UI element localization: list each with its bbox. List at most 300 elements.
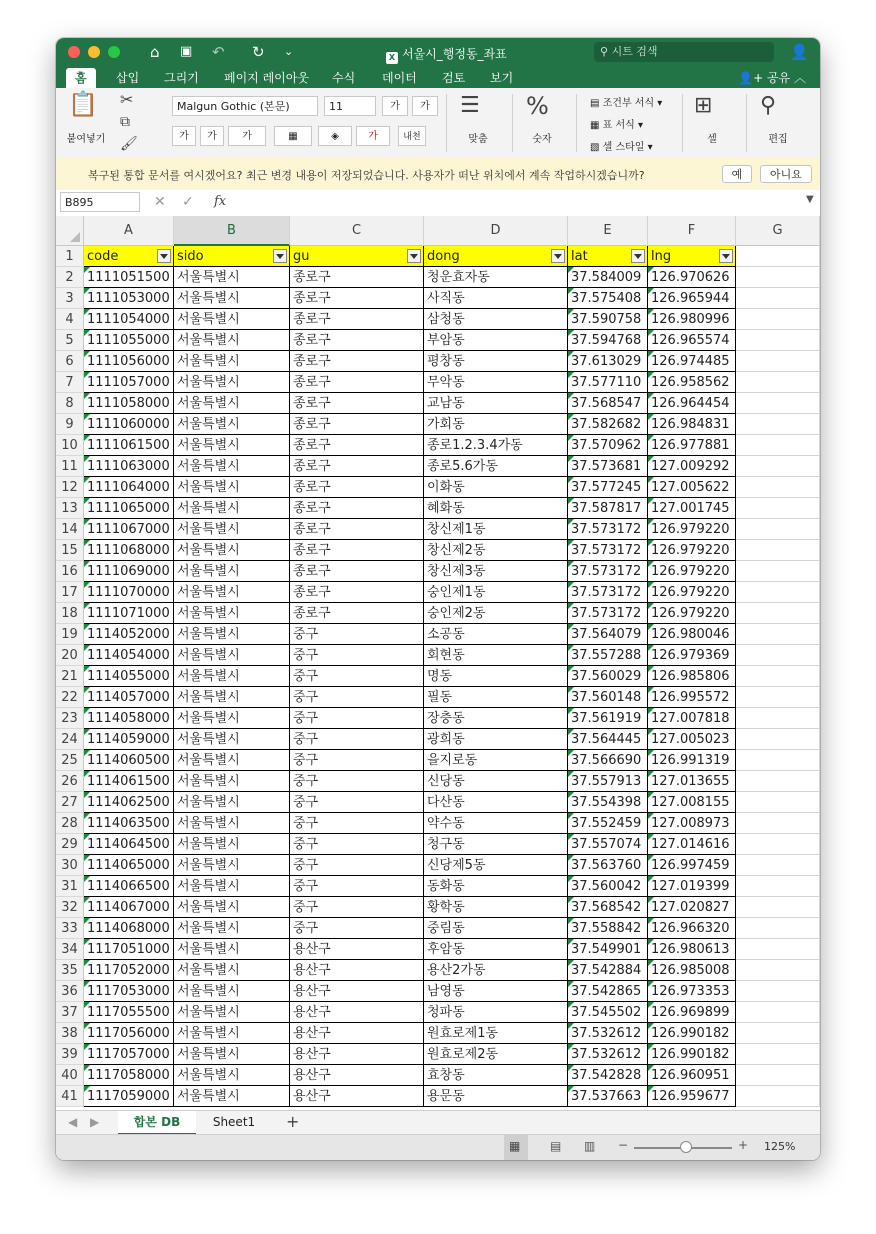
table-cell[interactable] — [648, 855, 736, 876]
table-cell[interactable] — [174, 540, 290, 561]
font-color-button[interactable]: 가 — [356, 126, 390, 146]
table-cell[interactable] — [290, 939, 424, 960]
conditional-format-button[interactable]: ▤ 조건부 서식 ▾ — [590, 98, 663, 109]
table-cell[interactable] — [290, 1044, 424, 1065]
empty-cell[interactable] — [736, 981, 820, 1002]
table-cell[interactable] — [84, 792, 174, 813]
empty-cell[interactable] — [736, 645, 820, 666]
table-cell[interactable] — [648, 1023, 736, 1044]
table-cell[interactable] — [290, 1023, 424, 1044]
empty-cell[interactable] — [736, 666, 820, 687]
table-cell[interactable] — [648, 372, 736, 393]
table-cell[interactable] — [290, 645, 424, 666]
table-cell[interactable] — [174, 960, 290, 981]
table-cell[interactable] — [424, 603, 568, 624]
column-header-col-f[interactable]: F — [648, 216, 736, 246]
empty-cell[interactable] — [736, 1065, 820, 1086]
table-cell[interactable] — [568, 1065, 648, 1086]
filter-dropdown-icon[interactable] — [551, 249, 565, 263]
expand-formula-icon[interactable]: ▼ — [806, 194, 814, 205]
table-cell[interactable] — [290, 561, 424, 582]
row-header[interactable]: 13 — [56, 498, 84, 519]
table-cell[interactable] — [174, 624, 290, 645]
table-cell[interactable] — [648, 624, 736, 645]
tab-home[interactable]: 홈 — [66, 68, 96, 88]
empty-cell[interactable] — [736, 750, 820, 771]
table-cell[interactable] — [424, 582, 568, 603]
table-cell[interactable] — [568, 288, 648, 309]
table-cell[interactable] — [174, 1044, 290, 1065]
italic-button[interactable]: 가 — [200, 126, 224, 146]
header-cell-lng[interactable] — [648, 246, 736, 267]
table-cell[interactable] — [174, 939, 290, 960]
table-cell[interactable] — [568, 435, 648, 456]
filter-dropdown-icon[interactable] — [631, 249, 645, 263]
table-cell[interactable] — [424, 855, 568, 876]
table-cell[interactable] — [290, 897, 424, 918]
table-cell[interactable] — [290, 687, 424, 708]
row-header[interactable]: 38 — [56, 1023, 84, 1044]
table-cell[interactable] — [424, 540, 568, 561]
table-cell[interactable] — [290, 918, 424, 939]
table-cell[interactable] — [174, 414, 290, 435]
table-cell[interactable] — [84, 330, 174, 351]
zoom-in-icon[interactable]: + — [738, 1138, 749, 1152]
home-icon[interactable]: ⌂ — [150, 43, 160, 61]
empty-cell[interactable] — [736, 1023, 820, 1044]
table-cell[interactable] — [84, 1023, 174, 1044]
table-cell[interactable] — [84, 603, 174, 624]
table-cell[interactable] — [174, 561, 290, 582]
table-cell[interactable] — [290, 288, 424, 309]
row-header[interactable]: 19 — [56, 624, 84, 645]
column-header-col-d[interactable]: D — [424, 216, 568, 246]
tab-insert[interactable]: 삽입 — [116, 71, 140, 85]
table-cell[interactable] — [174, 1002, 290, 1023]
table-cell[interactable] — [84, 309, 174, 330]
table-cell[interactable] — [290, 582, 424, 603]
table-cell[interactable] — [424, 372, 568, 393]
column-header-col-g[interactable]: G — [736, 216, 820, 246]
table-cell[interactable] — [568, 372, 648, 393]
row-header[interactable]: 24 — [56, 729, 84, 750]
phonetic-button[interactable]: 내천 — [398, 126, 426, 146]
magnifier-icon[interactable]: ⚲ — [760, 93, 777, 118]
table-cell[interactable] — [424, 624, 568, 645]
table-cell[interactable] — [290, 771, 424, 792]
confirm-icon[interactable]: ✓ — [182, 194, 194, 210]
table-cell[interactable] — [84, 519, 174, 540]
table-cell[interactable] — [424, 1044, 568, 1065]
row-header[interactable]: 21 — [56, 666, 84, 687]
redo-icon[interactable]: ↻ — [252, 43, 265, 61]
empty-cell[interactable] — [736, 1002, 820, 1023]
table-cell[interactable] — [424, 645, 568, 666]
cell-style-button[interactable]: ▧ 셀 스타일 ▾ — [590, 142, 653, 153]
table-cell[interactable] — [648, 456, 736, 477]
page-break-view-icon[interactable]: ▥ — [584, 1139, 596, 1153]
collapse-ribbon-icon[interactable]: ︿ — [793, 71, 806, 85]
table-cell[interactable] — [648, 1065, 736, 1086]
table-cell[interactable] — [84, 393, 174, 414]
table-cell[interactable] — [568, 414, 648, 435]
table-cell[interactable] — [424, 498, 568, 519]
header-cell-dong[interactable] — [424, 246, 568, 267]
table-cell[interactable] — [648, 540, 736, 561]
table-cell[interactable] — [424, 519, 568, 540]
table-cell[interactable] — [648, 519, 736, 540]
table-cell[interactable] — [648, 750, 736, 771]
sheet-search-input[interactable] — [594, 42, 774, 62]
table-cell[interactable] — [648, 792, 736, 813]
tab-review[interactable]: 검토 — [442, 71, 466, 85]
table-cell[interactable] — [568, 624, 648, 645]
empty-cell[interactable] — [736, 582, 820, 603]
table-cell[interactable] — [84, 1044, 174, 1065]
row-header[interactable]: 1 — [56, 246, 84, 267]
row-header[interactable]: 33 — [56, 918, 84, 939]
table-cell[interactable] — [290, 834, 424, 855]
table-cell[interactable] — [174, 1086, 290, 1107]
percent-icon[interactable]: % — [526, 92, 549, 120]
header-cell-sido[interactable] — [174, 246, 290, 267]
table-cell[interactable] — [568, 330, 648, 351]
table-cell[interactable] — [290, 309, 424, 330]
table-cell[interactable] — [290, 1086, 424, 1107]
table-cell[interactable] — [424, 771, 568, 792]
table-cell[interactable] — [648, 813, 736, 834]
table-cell[interactable] — [648, 1044, 736, 1065]
row-header[interactable]: 35 — [56, 960, 84, 981]
table-cell[interactable] — [174, 645, 290, 666]
table-cell[interactable] — [424, 981, 568, 1002]
function-icon[interactable]: fx — [214, 194, 227, 209]
sheet-tab-hapbon-db[interactable]: 합본 DB — [118, 1111, 196, 1135]
table-cell[interactable] — [648, 645, 736, 666]
table-cell[interactable] — [174, 309, 290, 330]
table-cell[interactable] — [174, 456, 290, 477]
row-header[interactable]: 34 — [56, 939, 84, 960]
font-size-select[interactable] — [324, 96, 376, 116]
align-icon[interactable]: ☰ — [460, 93, 480, 118]
table-cell[interactable] — [84, 729, 174, 750]
table-cell[interactable] — [568, 792, 648, 813]
empty-cell[interactable] — [736, 813, 820, 834]
tab-page-layout[interactable]: 페이지 레이아웃 — [224, 71, 309, 85]
table-cell[interactable] — [290, 876, 424, 897]
table-cell[interactable] — [648, 897, 736, 918]
table-cell[interactable] — [290, 540, 424, 561]
table-cell[interactable] — [424, 813, 568, 834]
table-cell[interactable] — [290, 708, 424, 729]
grow-font-button[interactable]: 가 — [382, 96, 408, 116]
table-cell[interactable] — [648, 876, 736, 897]
table-cell[interactable] — [84, 687, 174, 708]
paste-icon[interactable]: 📋 — [68, 90, 98, 118]
header-cell-gu[interactable] — [290, 246, 424, 267]
table-cell[interactable] — [174, 708, 290, 729]
column-header-col-a[interactable]: A — [84, 216, 174, 246]
row-header[interactable]: 40 — [56, 1065, 84, 1086]
normal-view-button[interactable] — [504, 1135, 528, 1160]
table-cell[interactable] — [84, 876, 174, 897]
empty-cell[interactable] — [736, 624, 820, 645]
cut-icon[interactable]: ✂ — [120, 90, 134, 109]
table-cell[interactable] — [648, 603, 736, 624]
table-cell[interactable] — [84, 918, 174, 939]
tab-data[interactable]: 데이터 — [382, 71, 417, 85]
table-cell[interactable] — [84, 855, 174, 876]
table-cell[interactable] — [648, 666, 736, 687]
row-header[interactable]: 14 — [56, 519, 84, 540]
table-cell[interactable] — [84, 561, 174, 582]
empty-cell[interactable] — [736, 939, 820, 960]
table-cell[interactable] — [174, 729, 290, 750]
table-cell[interactable] — [568, 897, 648, 918]
row-header[interactable]: 25 — [56, 750, 84, 771]
table-cell[interactable] — [648, 939, 736, 960]
table-cell[interactable] — [648, 288, 736, 309]
table-cell[interactable] — [84, 666, 174, 687]
empty-cell[interactable] — [736, 330, 820, 351]
table-cell[interactable] — [648, 309, 736, 330]
table-cell[interactable] — [568, 603, 648, 624]
prev-sheet-icon[interactable]: ◀ — [68, 1115, 78, 1129]
table-cell[interactable] — [174, 498, 290, 519]
empty-cell[interactable] — [736, 414, 820, 435]
empty-cell[interactable] — [736, 393, 820, 414]
table-cell[interactable] — [84, 1086, 174, 1107]
empty-cell[interactable] — [736, 372, 820, 393]
table-cell[interactable] — [424, 666, 568, 687]
column-header-col-b[interactable]: B — [174, 216, 290, 246]
table-cell[interactable] — [84, 981, 174, 1002]
font-name-select[interactable] — [172, 96, 318, 116]
table-cell[interactable] — [424, 897, 568, 918]
table-cell[interactable] — [290, 813, 424, 834]
table-cell[interactable] — [84, 750, 174, 771]
empty-cell[interactable] — [736, 834, 820, 855]
empty-cell[interactable] — [736, 729, 820, 750]
table-cell[interactable] — [424, 1023, 568, 1044]
tab-draw[interactable]: 그리기 — [164, 71, 199, 85]
table-cell[interactable] — [84, 813, 174, 834]
table-cell[interactable] — [174, 519, 290, 540]
table-cell[interactable] — [290, 603, 424, 624]
table-cell[interactable] — [568, 498, 648, 519]
table-cell[interactable] — [174, 393, 290, 414]
table-cell[interactable] — [568, 267, 648, 288]
table-cell[interactable] — [568, 855, 648, 876]
table-cell[interactable] — [84, 456, 174, 477]
table-cell[interactable] — [424, 351, 568, 372]
format-painter-icon[interactable]: 🖌 — [120, 136, 138, 152]
borders-button[interactable] — [274, 126, 312, 146]
table-cell[interactable] — [424, 876, 568, 897]
table-cell[interactable] — [174, 288, 290, 309]
empty-cell[interactable] — [736, 561, 820, 582]
table-cell[interactable] — [648, 1002, 736, 1023]
close-window-button[interactable] — [68, 46, 80, 58]
row-header[interactable]: 32 — [56, 897, 84, 918]
table-cell[interactable] — [84, 1002, 174, 1023]
table-cell[interactable] — [290, 267, 424, 288]
table-cell[interactable] — [84, 582, 174, 603]
table-cell[interactable] — [174, 813, 290, 834]
sheet-tab-sheet1[interactable]: Sheet1 — [212, 1115, 256, 1129]
tab-formulas[interactable]: 수식 — [332, 71, 356, 85]
table-cell[interactable] — [424, 792, 568, 813]
table-cell[interactable] — [568, 813, 648, 834]
table-cell[interactable] — [84, 645, 174, 666]
row-header[interactable]: 10 — [56, 435, 84, 456]
row-header[interactable]: 7 — [56, 372, 84, 393]
share-button[interactable] — [738, 68, 806, 88]
table-cell[interactable] — [84, 435, 174, 456]
row-header[interactable]: 39 — [56, 1044, 84, 1065]
table-cell[interactable] — [174, 267, 290, 288]
row-header[interactable]: 30 — [56, 855, 84, 876]
table-cell[interactable] — [648, 414, 736, 435]
row-header[interactable]: 8 — [56, 393, 84, 414]
table-cell[interactable] — [290, 1065, 424, 1086]
table-cell[interactable] — [84, 939, 174, 960]
filter-dropdown-icon[interactable] — [719, 249, 733, 263]
table-cell[interactable] — [648, 729, 736, 750]
empty-cell[interactable] — [736, 771, 820, 792]
empty-cell[interactable] — [736, 1086, 820, 1107]
table-cell[interactable] — [568, 666, 648, 687]
row-header[interactable]: 31 — [56, 876, 84, 897]
table-cell[interactable] — [174, 750, 290, 771]
row-header[interactable]: 12 — [56, 477, 84, 498]
table-format-button[interactable]: ▦ 표 서식 ▾ — [590, 120, 644, 131]
empty-cell[interactable] — [736, 351, 820, 372]
header-cell-code[interactable] — [84, 246, 174, 267]
table-cell[interactable] — [424, 729, 568, 750]
filter-dropdown-icon[interactable] — [407, 249, 421, 263]
table-cell[interactable] — [568, 687, 648, 708]
table-cell[interactable] — [174, 603, 290, 624]
table-cell[interactable] — [568, 561, 648, 582]
table-cell[interactable] — [648, 435, 736, 456]
table-cell[interactable] — [84, 372, 174, 393]
table-cell[interactable] — [648, 708, 736, 729]
table-cell[interactable] — [174, 372, 290, 393]
table-cell[interactable] — [648, 582, 736, 603]
table-cell[interactable] — [84, 498, 174, 519]
recover-yes-button[interactable]: 예 — [722, 165, 752, 183]
table-cell[interactable] — [290, 960, 424, 981]
empty-cell[interactable] — [736, 309, 820, 330]
row-header[interactable]: 3 — [56, 288, 84, 309]
spreadsheet-grid[interactable] — [56, 216, 820, 1110]
row-header[interactable]: 4 — [56, 309, 84, 330]
page-layout-view-icon[interactable]: ▤ — [550, 1139, 562, 1153]
header-cell-lat[interactable] — [568, 246, 648, 267]
empty-cell[interactable] — [736, 687, 820, 708]
table-cell[interactable] — [424, 561, 568, 582]
table-cell[interactable] — [84, 771, 174, 792]
select-all-corner[interactable] — [56, 216, 84, 246]
row-header[interactable]: 23 — [56, 708, 84, 729]
table-cell[interactable] — [424, 708, 568, 729]
table-cell[interactable] — [568, 834, 648, 855]
table-cell[interactable] — [290, 414, 424, 435]
table-cell[interactable] — [290, 330, 424, 351]
table-cell[interactable] — [648, 687, 736, 708]
table-cell[interactable] — [424, 1065, 568, 1086]
cancel-icon[interactable]: ✕ — [154, 194, 166, 210]
table-cell[interactable] — [568, 939, 648, 960]
row-header[interactable]: 41 — [56, 1086, 84, 1107]
table-cell[interactable] — [174, 351, 290, 372]
filter-dropdown-icon[interactable] — [273, 249, 287, 263]
table-cell[interactable] — [84, 414, 174, 435]
table-cell[interactable] — [568, 477, 648, 498]
table-cell[interactable] — [84, 477, 174, 498]
table-cell[interactable] — [174, 876, 290, 897]
empty-cell[interactable] — [736, 897, 820, 918]
table-cell[interactable] — [84, 1065, 174, 1086]
empty-cell[interactable] — [736, 876, 820, 897]
table-cell[interactable] — [648, 1086, 736, 1107]
empty-cell[interactable] — [736, 288, 820, 309]
row-header[interactable]: 20 — [56, 645, 84, 666]
table-cell[interactable] — [648, 351, 736, 372]
zoom-out-icon[interactable]: − — [618, 1138, 629, 1152]
table-cell[interactable] — [424, 834, 568, 855]
table-cell[interactable] — [174, 435, 290, 456]
undo-icon[interactable]: ↶ — [212, 43, 225, 61]
table-cell[interactable] — [290, 624, 424, 645]
row-header[interactable]: 15 — [56, 540, 84, 561]
row-header[interactable]: 36 — [56, 981, 84, 1002]
table-cell[interactable] — [174, 582, 290, 603]
fill-color-button[interactable] — [318, 126, 352, 146]
table-cell[interactable] — [174, 1023, 290, 1044]
table-cell[interactable] — [424, 288, 568, 309]
row-header[interactable]: 17 — [56, 582, 84, 603]
table-cell[interactable] — [568, 456, 648, 477]
column-header-col-c[interactable]: C — [290, 216, 424, 246]
table-cell[interactable] — [424, 456, 568, 477]
empty-cell[interactable] — [736, 456, 820, 477]
table-cell[interactable] — [174, 666, 290, 687]
row-header[interactable]: 16 — [56, 561, 84, 582]
table-cell[interactable] — [648, 477, 736, 498]
empty-cell[interactable] — [736, 1044, 820, 1065]
table-cell[interactable] — [174, 477, 290, 498]
table-cell[interactable] — [290, 477, 424, 498]
empty-cell[interactable] — [736, 603, 820, 624]
table-cell[interactable] — [290, 498, 424, 519]
table-cell[interactable] — [84, 708, 174, 729]
table-cell[interactable] — [290, 981, 424, 1002]
table-cell[interactable] — [290, 456, 424, 477]
table-cell[interactable] — [568, 771, 648, 792]
table-cell[interactable] — [84, 540, 174, 561]
filter-dropdown-icon[interactable] — [157, 249, 171, 263]
table-cell[interactable] — [568, 1023, 648, 1044]
table-cell[interactable] — [648, 393, 736, 414]
table-cell[interactable] — [648, 960, 736, 981]
copy-icon[interactable]: ⧉ — [120, 114, 130, 130]
table-cell[interactable] — [568, 393, 648, 414]
table-cell[interactable] — [84, 834, 174, 855]
table-cell[interactable] — [424, 939, 568, 960]
table-cell[interactable] — [568, 708, 648, 729]
